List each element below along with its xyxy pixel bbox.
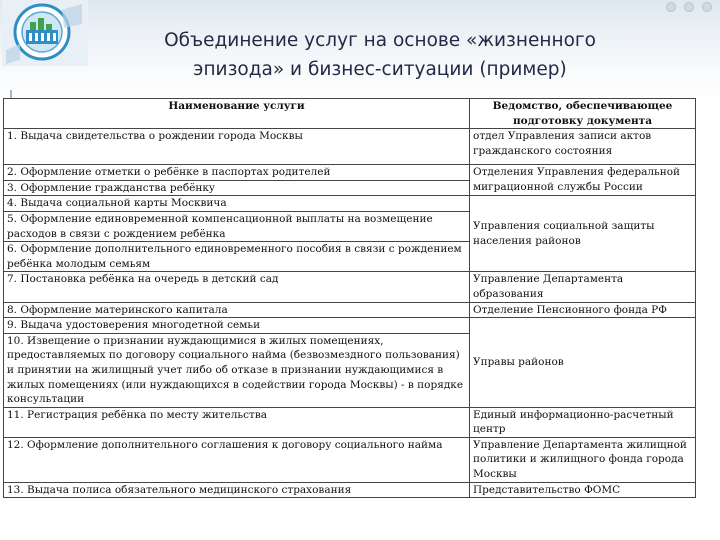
service-cell: 10. Извещение о признании нуждающимися в жилых помещениях, предоставляемых по договору социального найма (безвозмездного пользования) и принятии на жилищный учет либо об отказе в признании нуждающимися в жилых помещениях (или нуждающихся в содействии города Москвы) - в порядке консультации	[4, 333, 470, 407]
service-cell: 8. Оформление материнского капитала	[4, 302, 470, 318]
table-row	[4, 272, 696, 302]
dot-icon	[666, 2, 676, 12]
department-cell: Управления социальной защиты населения районов	[470, 196, 696, 272]
department-cell: Управы районов	[470, 318, 696, 408]
table-row	[4, 407, 696, 437]
table-row	[4, 165, 696, 181]
service-cell: 4. Выдача социальной карты Москвича	[4, 196, 470, 212]
service-cell: 12. Оформление дополнительного соглашения к договору социального найма	[4, 437, 470, 482]
department-cell: Единый информационно-расчетный центр	[470, 407, 696, 437]
department-cell: Отделение Пенсионного фонда РФ	[470, 302, 696, 318]
title-line-2: эпизода» и бизнес-ситуации (пример)	[193, 59, 567, 80]
table-row	[4, 129, 696, 165]
department-cell: отдел Управления записи актов гражданского состояния	[470, 129, 696, 165]
divider	[10, 90, 12, 98]
title-line-1: Объединение услуг на основе «жизненного	[164, 30, 596, 51]
service-cell: 2. Оформление отметки о ребёнке в паспортах родителей	[4, 165, 470, 181]
service-cell: 6. Оформление дополнительного единовременного пособия в связи с рождением ребёнка молодым семьям	[4, 242, 470, 272]
department-cell: Отделения Управления федеральной миграционной службы России	[470, 165, 696, 196]
table-row	[4, 437, 696, 482]
services-table	[3, 98, 696, 498]
dot-icon	[702, 2, 712, 12]
table-row	[4, 482, 696, 498]
table-row	[4, 302, 696, 318]
service-cell: 13. Выдача полиса обязательного медицинского страхования	[4, 482, 470, 498]
service-cell: 1. Выдача свидетельства о рождении города Москвы	[4, 129, 470, 165]
department-cell: Управление Департамента жилищной политики и жилищного фонда города Москвы	[470, 437, 696, 482]
department-cell: Управление Департамента образования	[470, 272, 696, 302]
service-cell: 5. Оформление единовременной компенсационной выплаты на возмещение расходов в связи с рождением ребёнка	[4, 211, 470, 241]
header-department: Ведомство, обеспечивающее подготовку документа	[470, 99, 696, 129]
service-cell: 9. Выдача удостоверения многодетной семьи	[4, 318, 470, 334]
service-cell: 7. Постановка ребёнка на очередь в детский сад	[4, 272, 470, 302]
service-cell: 11. Регистрация ребёнка по месту жительства	[4, 407, 470, 437]
decorative-dots	[666, 2, 712, 12]
government-building-logo-icon	[2, 0, 88, 66]
table-row	[4, 318, 696, 334]
service-cell: 3. Оформление гражданства ребёнку	[4, 180, 470, 196]
dot-icon	[684, 2, 694, 12]
slide-title	[120, 26, 640, 84]
table-header-row	[4, 99, 696, 129]
department-cell: Представительство ФОМС	[470, 482, 696, 498]
table-row	[4, 196, 696, 212]
header-service: Наименование услуги	[4, 99, 470, 129]
